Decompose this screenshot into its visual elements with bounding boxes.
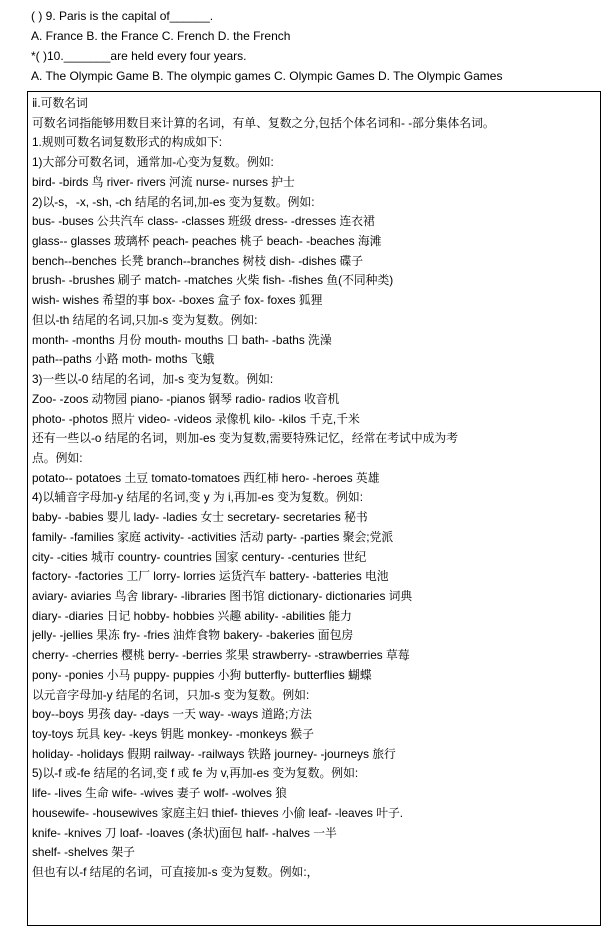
text-line: city- -cities 城市 country- countries 国家 century- -centuries 世纪 [32,549,367,564]
text-line: housewife- -housewives 家庭主妇 thief- thieves 小偷 leaf- -leaves 叶子. [32,805,404,820]
text-line: boy--boys 男孩 day- -days 一天 way- -ways 道路;方法 [32,707,312,722]
text-line: shelf- -shelves 架子 [32,845,135,860]
text-line: potato-- potatoes 土豆 tomato-tomatoes 西红柿 hero- -heroes 英雄 [32,470,380,485]
text-line: month- -months 月份 mouth- mouths 口 bath- -baths 洗澡 [32,332,332,347]
text-line: 可数名词指能够用数目来计算的名词，有单、复数之分,包括个体名词和- -部分集体名词。 [32,115,495,130]
text-line: holiday- -holidays 假期 railway- -railways 铁路 journey- -journeys 旅行 [32,746,396,761]
text-line: photo- -photos 照片 video- -videos 录像机 kilo- -kilos 千克,千米 [32,411,360,426]
text-line: 1.规则可数名词复数形式的构成如下: [32,135,223,150]
text-line: family- -families 家庭 activity- -activities 活动 party- -parties 聚会;党派 [32,529,394,544]
question-9-end: . [209,9,214,23]
question-10-text: *( )10. [31,49,64,63]
text-line: 点。例如: [32,450,83,465]
text-line: 1)大部分可数名词，通常加-心变为复数。例如: [32,155,274,170]
question-9-options: A. France B. the France C. French D. the French [31,29,291,43]
text-line: toy-toys 玩具 key- -keys 钥匙 monkey- -monkeys 猴子 [32,727,314,741]
text-line: path--paths 小路 moth- moths 飞蛾 [32,352,215,367]
text-line: 5)以-f 或-fe 结尾的名词,变 f 或 fe 为 v,再加-es 变为复数。例如: [32,766,359,781]
question-9 [31,6,601,26]
grammar-notes-box [27,91,601,926]
question-10 [31,46,601,66]
section-heading: ⅱ.可数名词 [32,96,88,110]
text-line: 但以-th 结尾的名词,只加-s 变为复数。例如: [32,312,258,327]
question-10-end: are held every four years. [110,49,247,63]
answer-blank: ______ [169,9,210,23]
text-line: baby- -babies 婴儿 lady- -ladies 女士 secretary- secretaries 秘书 [32,510,368,525]
text-line: bird- -birds 鸟 river- rivers 河流 nurse- nurses 护士 [32,174,295,189]
text-line: Zoo- -zoos 动物园 piano- -pianos 钢琴 radio- radios 收音机 [32,391,340,406]
question-block [31,6,601,86]
text-line: knife- -knives 刀 loaf- -loaves (条状)面包 half- -halves 一半 [32,825,337,840]
text-line: 以元音字母加-y 结尾的名词，只加-s 变为复数。例如: [32,687,310,702]
text-line: 还有一些以-o 结尾的名词，则加-es 变为复数,需要特殊记忆，经常在考试中成为考 [32,431,459,446]
text-line: diary- -diaries 日记 hobby- hobbies 兴趣 ability- -abilities 能力 [32,608,352,623]
text-line: bus- -buses 公共汽车 class- -classes 班级 dress- -dresses 连衣裙 [32,214,375,229]
text-line: glass-- glasses 玻璃杯 peach- peaches 桃子 beach- -beaches 海滩 [32,234,382,249]
text-line: life- -lives 生命 wife- -wives 妻子 wolf- -wolves 狼 [32,786,287,801]
text-line: 3)一些以-0 结尾的名词，加-s 变为复数。例如: [32,372,274,387]
text-line: factory- -factories 工厂 lorry- lorries 运货汽车 battery- -batteries 电池 [32,569,389,584]
text-line: pony- -ponies 小马 puppy- puppies 小狗 butterfly- butterflies 蝴蝶 [32,667,372,682]
text-line: cherry- -cherries 樱桃 berry- -berries 浆果 strawberry- -strawberries 草莓 [32,648,410,663]
text-line: 4)以辅音字母加-y 结尾的名词,变 y 为 i,再加-es 变为复数。例如: [32,490,363,505]
text-line: bench--benches 长凳 branch--branches 树枝 dish- -dishes 碟子 [32,253,364,268]
question-9-text: ( ) 9. Paris is the capital of [31,9,170,23]
text-line: wish- wishes 希望的事 box- -boxes 盒子 fox- foxes 狐狸 [32,293,323,308]
text-line: 但也有以-f 结尾的名词，可直接加-s 变为复数。例如:， [32,865,319,880]
text-line: jelly- -jellies 果冻 fry- -fries 油炸食物 bakery- -bakeries 面包房 [32,628,354,643]
text-line: aviary- aviaries 鸟舍 library- -libraries 图书馆 dictionary- dictionaries 词典 [32,588,413,603]
text-line: 2)以-s，-x, -sh, -ch 结尾的名词,加-es 变为复数。例如: [32,194,315,209]
text-line: brush- -brushes 刷子 match- -matches 火柴 fish- -fishes 鱼(不同种类) [32,273,394,288]
answer-blank: _______ [63,49,111,63]
question-10-options: A. The Olympic Game B. The olympic games C. Olympic Games D. The Olympic Games [31,69,503,83]
